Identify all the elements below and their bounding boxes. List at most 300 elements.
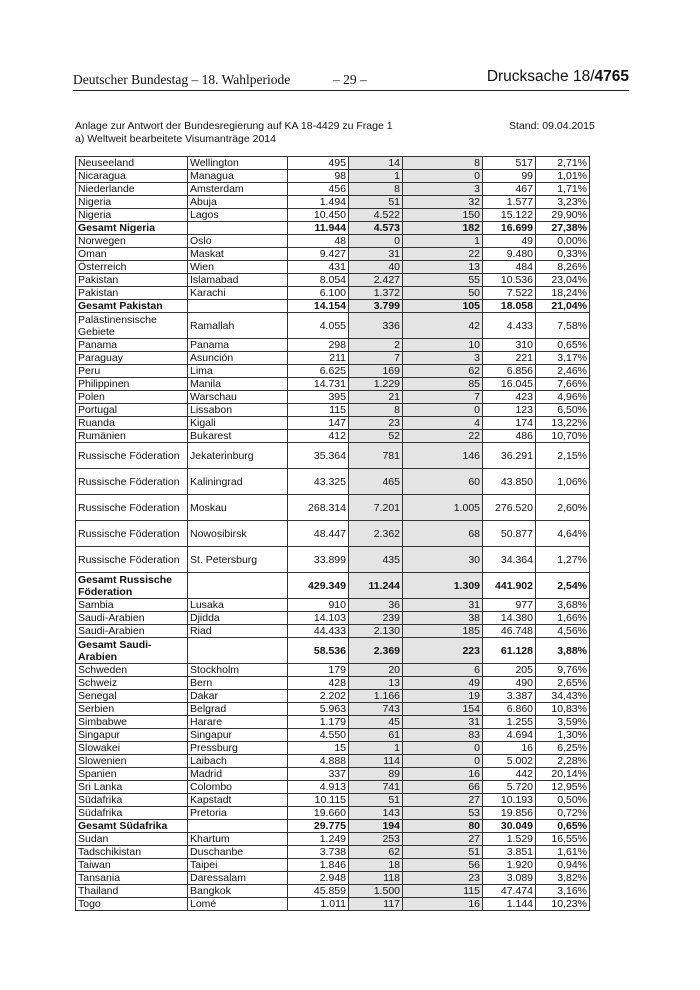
table-cell: 8 (349, 183, 403, 196)
table-cell: 2,46% (536, 365, 590, 378)
table-cell: 85 (403, 378, 483, 391)
table-cell: 4.888 (288, 755, 349, 768)
table-cell: 1.179 (288, 716, 349, 729)
table-cell: 27 (403, 833, 483, 846)
table-cell: 298 (288, 339, 349, 352)
table-cell: Russische Föderation (76, 469, 188, 495)
table-cell: 1 (349, 742, 403, 755)
table-cell: 3,88% (536, 638, 590, 664)
table-row (76, 365, 590, 378)
table-cell: 22 (403, 430, 483, 443)
table-cell: 36 (349, 599, 403, 612)
table-cell: 456 (288, 183, 349, 196)
table-cell: 98 (288, 170, 349, 183)
table-cell: 35.364 (288, 443, 349, 469)
table-row (76, 833, 590, 846)
table-cell: Thailand (76, 885, 188, 898)
table-cell: 6.100 (288, 287, 349, 300)
table-cell: Gesamt Russische Föderation (76, 573, 188, 599)
table-cell: 1.166 (349, 690, 403, 703)
table-row (76, 157, 590, 170)
table-cell: 1,01% (536, 170, 590, 183)
intro-line-1: Anlage zur Antwort der Bundesregierung auf KA 18-4429 zu Frage 1 (75, 120, 393, 132)
table-cell: 53 (403, 807, 483, 820)
table-row (76, 664, 590, 677)
table-cell: 1.920 (483, 859, 536, 872)
table-cell: 741 (349, 781, 403, 794)
table-cell: 38 (403, 612, 483, 625)
table-cell: Bukarest (188, 430, 288, 443)
table-cell (188, 638, 288, 664)
table-cell: 20,14% (536, 768, 590, 781)
table-cell (188, 222, 288, 235)
intro-text (75, 120, 393, 146)
table-cell: 4.694 (483, 729, 536, 742)
table-cell: Kigali (188, 417, 288, 430)
table-cell: 3.387 (483, 690, 536, 703)
table-cell: 27 (403, 794, 483, 807)
table-cell: Österreich (76, 261, 188, 274)
table-row (76, 846, 590, 859)
table-cell: 10 (403, 339, 483, 352)
table-cell: 0 (403, 755, 483, 768)
table-cell: 3.851 (483, 846, 536, 859)
table-cell: 146 (403, 443, 483, 469)
table-cell: 27,38% (536, 222, 590, 235)
table-cell: 50.877 (483, 521, 536, 547)
table-cell: 8.054 (288, 274, 349, 287)
table-cell: 205 (483, 664, 536, 677)
table-cell: 1.372 (349, 287, 403, 300)
table-cell: Kapstadt (188, 794, 288, 807)
table-cell: 5.963 (288, 703, 349, 716)
table-cell: 337 (288, 768, 349, 781)
table-cell: Pakistan (76, 274, 188, 287)
table-cell: 10.450 (288, 209, 349, 222)
table-total-row (76, 300, 590, 313)
header-document-number (487, 68, 629, 86)
table-cell: 143 (349, 807, 403, 820)
table-cell: 62 (403, 365, 483, 378)
table-cell: 0,50% (536, 794, 590, 807)
table-row (76, 716, 590, 729)
table-cell: 7.522 (483, 287, 536, 300)
table-cell: 4.550 (288, 729, 349, 742)
table-cell: 428 (288, 677, 349, 690)
table-cell: 16 (403, 898, 483, 911)
table-cell: 3,23% (536, 196, 590, 209)
header-document-id: 4765 (594, 68, 629, 85)
table-cell: 58.536 (288, 638, 349, 664)
table-row (76, 248, 590, 261)
table-cell: 51 (403, 846, 483, 859)
table-cell: Madrid (188, 768, 288, 781)
table-cell: Russische Föderation (76, 521, 188, 547)
table-cell: Saudi-Arabien (76, 612, 188, 625)
table-row (76, 703, 590, 716)
table-cell (188, 300, 288, 313)
table-cell: 18.058 (483, 300, 536, 313)
table-cell: Panama (76, 339, 188, 352)
table-cell: 253 (349, 833, 403, 846)
table-cell: 1.577 (483, 196, 536, 209)
table-cell: Taipei (188, 859, 288, 872)
table-cell: 0,33% (536, 248, 590, 261)
table-cell: 16 (403, 768, 483, 781)
table-cell: 147 (288, 417, 349, 430)
table-cell: 174 (483, 417, 536, 430)
table-cell: 66 (403, 781, 483, 794)
table-cell: 211 (288, 352, 349, 365)
table-cell: 16 (483, 742, 536, 755)
table-cell: Pakistan (76, 287, 188, 300)
table-cell: 8 (349, 404, 403, 417)
table-cell: 19 (403, 690, 483, 703)
table-cell: 16.699 (483, 222, 536, 235)
table-cell: 2,28% (536, 755, 590, 768)
table-cell: Abuja (188, 196, 288, 209)
table-cell: 223 (403, 638, 483, 664)
table-cell: Khartum (188, 833, 288, 846)
table-cell: 21,04% (536, 300, 590, 313)
header-rule (73, 90, 629, 91)
table-cell: 4.573 (349, 222, 403, 235)
table-cell: 2,54% (536, 573, 590, 599)
table-cell: 3,17% (536, 352, 590, 365)
table-row (76, 547, 590, 573)
table-cell: 2,71% (536, 157, 590, 170)
table-cell: Jekaterinburg (188, 443, 288, 469)
table-cell: Russische Föderation (76, 547, 188, 573)
table-cell: 154 (403, 703, 483, 716)
table-cell: 16,55% (536, 833, 590, 846)
table-cell: Slowakei (76, 742, 188, 755)
table-cell: 1.846 (288, 859, 349, 872)
table-cell: 23,04% (536, 274, 590, 287)
table-cell: Portugal (76, 404, 188, 417)
table-cell: Tansania (76, 872, 188, 885)
table-cell: 3,59% (536, 716, 590, 729)
table-cell: Polen (76, 391, 188, 404)
table-cell: 16.045 (483, 378, 536, 391)
table-cell: Slowenien (76, 755, 188, 768)
table-cell: 0,65% (536, 820, 590, 833)
table-row (76, 417, 590, 430)
table-cell: Pressburg (188, 742, 288, 755)
table-cell: 30 (403, 547, 483, 573)
table-cell: 1.309 (403, 573, 483, 599)
table-cell: 14.103 (288, 612, 349, 625)
table-cell: 429.349 (288, 573, 349, 599)
table-cell: 8,26% (536, 261, 590, 274)
table-cell: 31 (403, 599, 483, 612)
table-cell: 11.244 (349, 573, 403, 599)
table-cell: 45.859 (288, 885, 349, 898)
table-cell: 2,15% (536, 443, 590, 469)
table-cell: 4.055 (288, 313, 349, 339)
table-cell: 56 (403, 859, 483, 872)
table-cell: 0,72% (536, 807, 590, 820)
table-cell: 99 (483, 170, 536, 183)
table-cell: 123 (483, 404, 536, 417)
table-cell: 179 (288, 664, 349, 677)
table-cell: 15.122 (483, 209, 536, 222)
table-cell: 47.474 (483, 885, 536, 898)
header-page-number: – 29 – (333, 72, 367, 87)
table-cell: Lusaka (188, 599, 288, 612)
table-cell: 4.522 (349, 209, 403, 222)
table-cell: 6,50% (536, 404, 590, 417)
table-cell: 4,96% (536, 391, 590, 404)
table-cell: 977 (483, 599, 536, 612)
table-cell: Schweiz (76, 677, 188, 690)
table-cell: 48.447 (288, 521, 349, 547)
table-cell: Dakar (188, 690, 288, 703)
table-row (76, 872, 590, 885)
table-cell: 44.433 (288, 625, 349, 638)
table-cell: 60 (403, 469, 483, 495)
table-cell: 169 (349, 365, 403, 378)
table-cell: 435 (349, 547, 403, 573)
table-cell: 1 (349, 170, 403, 183)
table-cell: 2 (349, 339, 403, 352)
table-cell: 36.291 (483, 443, 536, 469)
table-cell: 52 (349, 430, 403, 443)
table-cell: 14.380 (483, 612, 536, 625)
table-row (76, 781, 590, 794)
table-cell: Sri Lanka (76, 781, 188, 794)
table-cell: 1,66% (536, 612, 590, 625)
table-cell: 0 (403, 170, 483, 183)
table-cell: 29.775 (288, 820, 349, 833)
table-row (76, 729, 590, 742)
table-cell: 30.049 (483, 820, 536, 833)
table-cell: 194 (349, 820, 403, 833)
table-cell: 2.202 (288, 690, 349, 703)
table-cell: Colombo (188, 781, 288, 794)
table-cell: 3.738 (288, 846, 349, 859)
table-cell: Sambia (76, 599, 188, 612)
table-cell: Philippinen (76, 378, 188, 391)
table-cell: 484 (483, 261, 536, 274)
table-cell: 2.362 (349, 521, 403, 547)
table-cell: 22 (403, 248, 483, 261)
table-cell: 42 (403, 313, 483, 339)
table-cell: 467 (483, 183, 536, 196)
table-cell: 185 (403, 625, 483, 638)
table-cell: 441.902 (483, 573, 536, 599)
table-row (76, 768, 590, 781)
table-cell: Ramallah (188, 313, 288, 339)
table-cell: Manila (188, 378, 288, 391)
table-cell: 0 (403, 404, 483, 417)
table-total-row (76, 573, 590, 599)
table-cell: 465 (349, 469, 403, 495)
table-row (76, 612, 590, 625)
table-cell: Sudan (76, 833, 188, 846)
table-row (76, 391, 590, 404)
table-cell: 1.249 (288, 833, 349, 846)
table-row (76, 898, 590, 911)
table-cell: 34.364 (483, 547, 536, 573)
table-cell: 7 (403, 391, 483, 404)
table-row (76, 430, 590, 443)
table-cell: 10,83% (536, 703, 590, 716)
table-cell: 1.144 (483, 898, 536, 911)
table-cell: Peru (76, 365, 188, 378)
table-cell: 14.731 (288, 378, 349, 391)
table-cell: 3,82% (536, 872, 590, 885)
table-row (76, 313, 590, 339)
table-cell: Lima (188, 365, 288, 378)
table-cell: Norwegen (76, 235, 188, 248)
table-cell: 0 (403, 742, 483, 755)
table-cell: 486 (483, 430, 536, 443)
table-cell: Spanien (76, 768, 188, 781)
table-cell: 1.011 (288, 898, 349, 911)
table-cell: 743 (349, 703, 403, 716)
table-cell: Russische Föderation (76, 443, 188, 469)
table-cell: 6.625 (288, 365, 349, 378)
table-row (76, 443, 590, 469)
table-cell: 32 (403, 196, 483, 209)
table-cell: Russische Föderation (76, 495, 188, 521)
table-cell: Oslo (188, 235, 288, 248)
table-cell: Bangkok (188, 885, 288, 898)
table-cell: 5.002 (483, 755, 536, 768)
table-cell: 3,68% (536, 599, 590, 612)
table-cell: 45 (349, 716, 403, 729)
table-cell: Taiwan (76, 859, 188, 872)
table-cell: Harare (188, 716, 288, 729)
table-cell: Niederlande (76, 183, 188, 196)
table-cell: 61.128 (483, 638, 536, 664)
table-total-row (76, 222, 590, 235)
table-cell: 61 (349, 729, 403, 742)
table-cell: 5.720 (483, 781, 536, 794)
table-cell: 51 (349, 794, 403, 807)
table-cell: 13,22% (536, 417, 590, 430)
table-cell: 1,27% (536, 547, 590, 573)
table-cell: Kaliningrad (188, 469, 288, 495)
table-row (76, 339, 590, 352)
table-row (76, 742, 590, 755)
table-cell: Palästinensische Gebiete (76, 313, 188, 339)
table-cell: Serbien (76, 703, 188, 716)
table-row (76, 599, 590, 612)
table-cell: Islamabad (188, 274, 288, 287)
table-cell: 3.089 (483, 872, 536, 885)
table-cell: 781 (349, 443, 403, 469)
table-cell: Neuseeland (76, 157, 188, 170)
table-cell: 23 (349, 417, 403, 430)
table-cell: 1,61% (536, 846, 590, 859)
table-cell: 7,58% (536, 313, 590, 339)
table-cell: 117 (349, 898, 403, 911)
table-cell: Togo (76, 898, 188, 911)
table-cell: Wellington (188, 157, 288, 170)
table-cell: Belgrad (188, 703, 288, 716)
table-cell: 115 (403, 885, 483, 898)
table-cell: 10.536 (483, 274, 536, 287)
table-cell: 29,90% (536, 209, 590, 222)
table-cell: 6 (403, 664, 483, 677)
table-cell: 1.529 (483, 833, 536, 846)
table-row (76, 677, 590, 690)
table-cell: 51 (349, 196, 403, 209)
table-cell: St. Petersburg (188, 547, 288, 573)
table-cell: 4,64% (536, 521, 590, 547)
table-cell: 3,16% (536, 885, 590, 898)
table-cell: Gesamt Saudi-Arabien (76, 638, 188, 664)
table-cell: 115 (288, 404, 349, 417)
table-cell: 13 (349, 677, 403, 690)
table-cell: 14 (349, 157, 403, 170)
table-cell: Maskat (188, 248, 288, 261)
table-cell: 442 (483, 768, 536, 781)
table-cell: Oman (76, 248, 188, 261)
table-total-row (76, 820, 590, 833)
table-cell: Moskau (188, 495, 288, 521)
table-cell: Wien (188, 261, 288, 274)
table-cell: 1,71% (536, 183, 590, 196)
table-cell: 490 (483, 677, 536, 690)
table-cell: 48 (288, 235, 349, 248)
table-cell: 517 (483, 157, 536, 170)
table-cell (188, 573, 288, 599)
table-cell: 4 (403, 417, 483, 430)
table-cell: 412 (288, 430, 349, 443)
table-cell: 43.850 (483, 469, 536, 495)
table-cell: Laibach (188, 755, 288, 768)
table-cell: 423 (483, 391, 536, 404)
table-cell: 239 (349, 612, 403, 625)
table-cell: 431 (288, 261, 349, 274)
table-cell: Stockholm (188, 664, 288, 677)
table-row (76, 690, 590, 703)
table-cell: Gesamt Nigeria (76, 222, 188, 235)
table-cell: Tadschikistan (76, 846, 188, 859)
table-cell: 83 (403, 729, 483, 742)
table-cell: 10,23% (536, 898, 590, 911)
table-row (76, 469, 590, 495)
table-cell: 2.369 (349, 638, 403, 664)
table-cell: Südafrika (76, 807, 188, 820)
table-cell: 1.255 (483, 716, 536, 729)
table-cell: Ruanda (76, 417, 188, 430)
table-cell: Bern (188, 677, 288, 690)
table-cell: Panama (188, 339, 288, 352)
table-cell: 0,94% (536, 859, 590, 872)
table-cell: 114 (349, 755, 403, 768)
table-cell: 2,60% (536, 495, 590, 521)
table-cell: Nigeria (76, 209, 188, 222)
visa-table (75, 156, 590, 911)
table-row (76, 209, 590, 222)
table-cell: 15 (288, 742, 349, 755)
table-cell: 31 (403, 716, 483, 729)
table-cell: 6.856 (483, 365, 536, 378)
table-row (76, 378, 590, 391)
table-cell: 0,65% (536, 339, 590, 352)
table-cell: 495 (288, 157, 349, 170)
table-row (76, 794, 590, 807)
table-cell: 150 (403, 209, 483, 222)
table-cell: 2.130 (349, 625, 403, 638)
table-row (76, 352, 590, 365)
table-cell: 9.480 (483, 248, 536, 261)
table-cell: Lagos (188, 209, 288, 222)
